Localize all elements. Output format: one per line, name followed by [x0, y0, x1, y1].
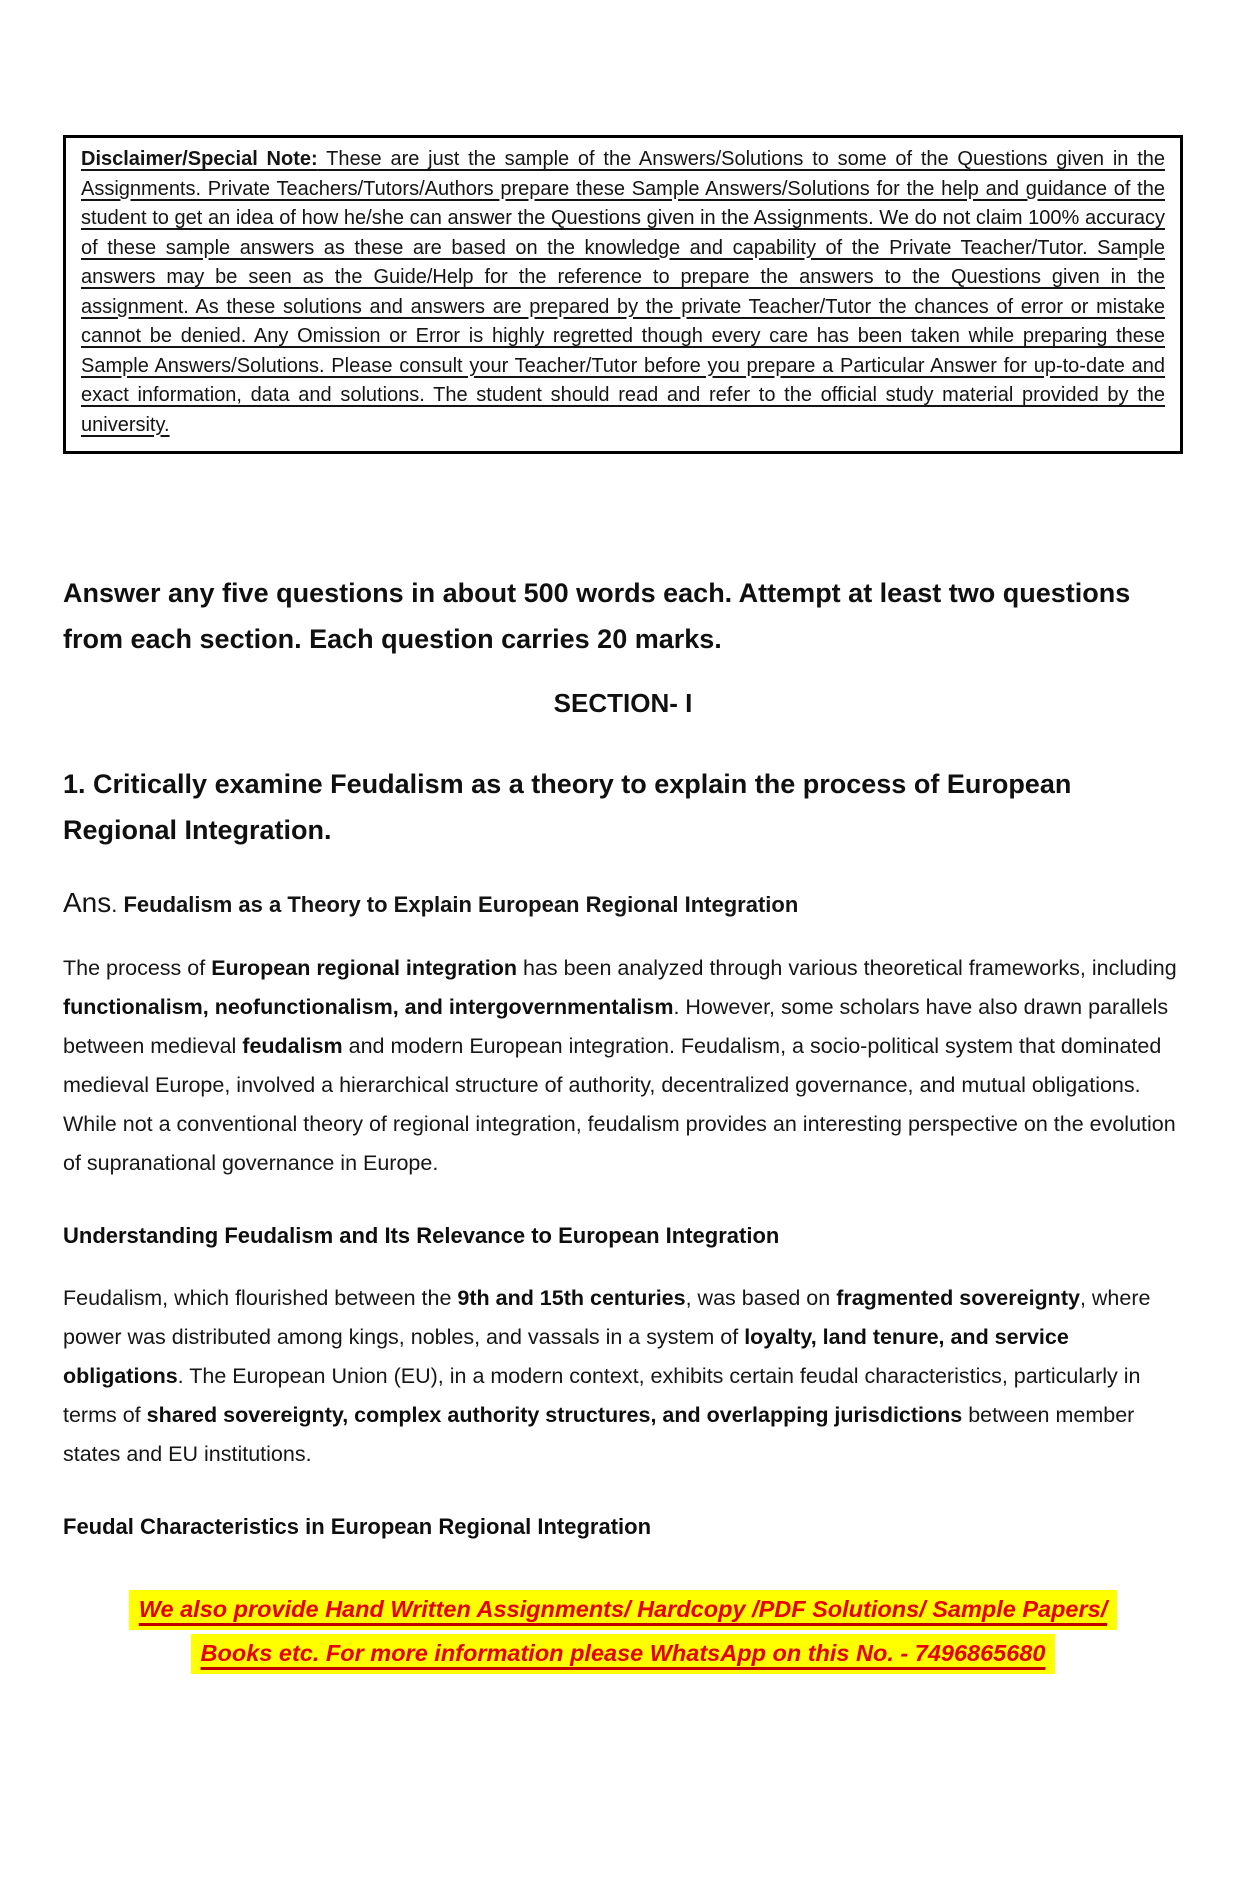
promo-line-1: We also provide Hand Written Assignments/ Hardcopy /PDF Solutions/ Sample Papers/	[129, 1590, 1118, 1630]
section-heading: SECTION- I	[553, 688, 693, 718]
exam-instructions: Answer any five questions in about 500 words each. Attempt at least two questions from each section. Each question carries 20 marks.	[63, 578, 1131, 654]
disclaimer-box	[63, 135, 1183, 454]
answer-separator: .	[111, 892, 124, 917]
paragraph-1: The process of European regional integration has been analyzed through various theoretical frameworks, including functionalism, neofunctionalism, and intergovernmentalism. However, some scholars have also drawn parallels between medieval feudalism and modern European integration. Feudalism, a socio-political system that dominated medieval Europe, involved a hierarchical structure of authority, decentralized governance, and mutual obligations. While not a conventional theory of regional integration, feudalism provides an interesting perspective on the evolution of supranational governance in Europe.	[63, 956, 1177, 1175]
disclaimer-body-text: These are just the sample of the Answers/Solutions to some of the Questions given in the Assignments. Private Teachers/Tutors/Authors prepare these Sample Answers/Solutions for the help and guidance of the student to get an idea of how he/she can answer the Questions given in the Assignments. We do not claim 100% accuracy of these sample answers as these are based on the knowledge and capability of the Private Teacher/Tutor. Sample answers may be seen as the Guide/Help for the reference to prepare the answers to the Questions given in the assignment. As these solutions and answers are prepared by the private Teacher/Tutor the chances of error or mistake cannot be denied. Any Omission or Error is highly regretted though every care has been taken while preparing these Sample Answers/Solutions. Please consult your Teacher/Tutor before you prepare a Particular Answer for up-to-date and exact information, data and solutions. The student should read and refer to the official study material provided by the university.	[81, 148, 1165, 436]
answer-title: Feudalism as a Theory to Explain European Regional Integration	[123, 892, 799, 917]
question-1-heading: 1. Critically examine Feudalism as a theory to explain the process of European Regional Integration.	[63, 769, 1072, 845]
disclaimer-paragraph	[81, 145, 1165, 440]
answer-label: Ans	[63, 887, 112, 918]
disclaimer-label: Disclaimer/Special Note:	[81, 148, 318, 170]
answer-heading	[63, 887, 1183, 919]
subheading-1: Understanding Feudalism and Its Relevance to European Integration	[63, 1223, 780, 1248]
promo-line-2: Books etc. For more information please WhatsApp on this No. - 7496865680	[191, 1634, 1056, 1674]
subheading-2: Feudal Characteristics in European Regional Integration	[63, 1514, 652, 1539]
document-page	[0, 135, 1241, 1890]
promo-footer	[63, 1590, 1183, 1674]
page-content	[0, 135, 1241, 1674]
paragraph-2: Feudalism, which flourished between the 9th and 15th centuries, was based on fragmented sovereignty, where power was distributed among kings, nobles, and vassals in a system of loyalty, land tenure, and service obligations. The European Union (EU), in a modern context, exhibits certain feudal characteristics, particularly in terms of shared sovereignty, complex authority structures, and overlapping jurisdictions between member states and EU institutions.	[63, 1286, 1151, 1466]
